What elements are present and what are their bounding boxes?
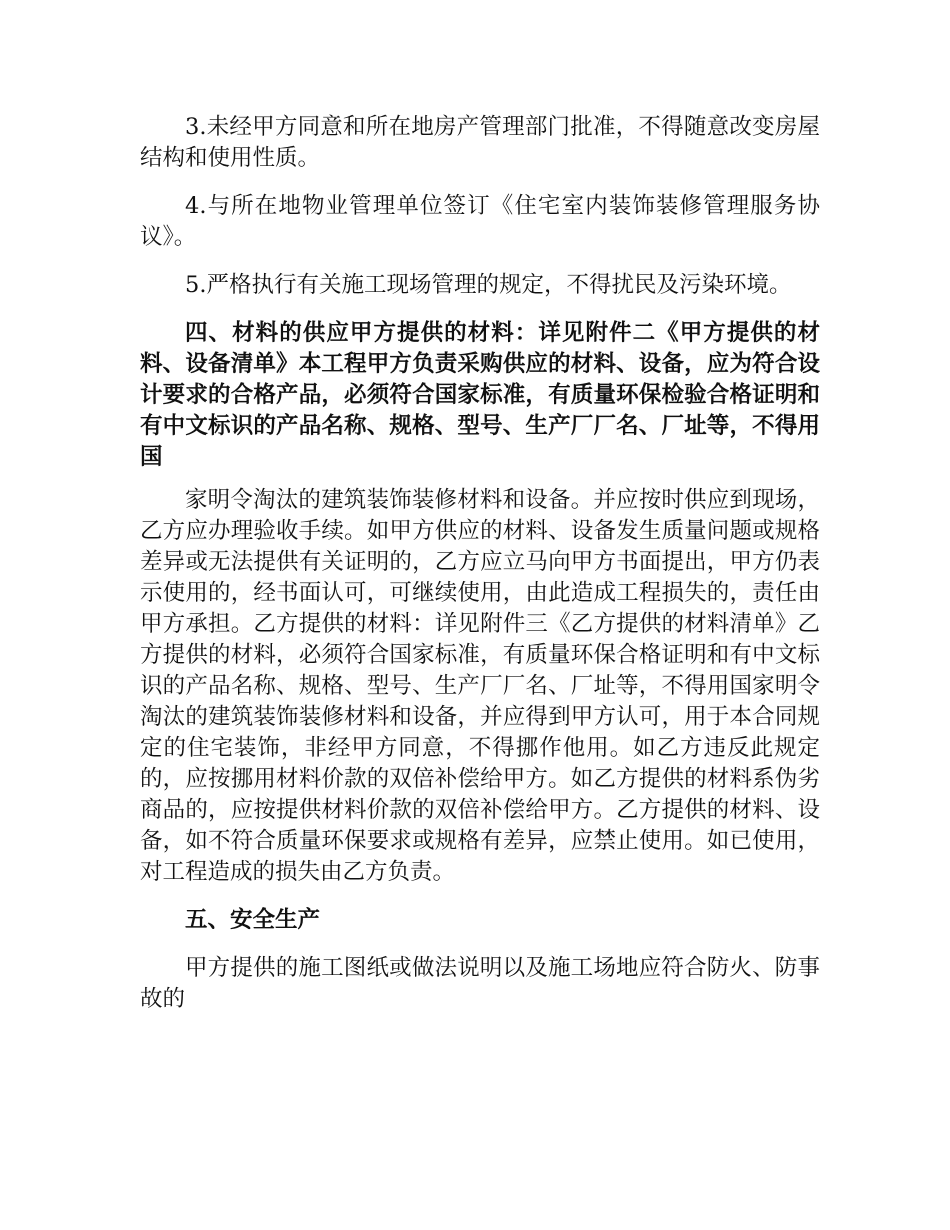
document-page	[140, 112, 820, 1015]
section-5-heading: 五、安全生产	[185, 907, 321, 933]
section-4-body: 家明令淘汰的建筑装饰装修材料和设备。并应按时供应到现场，乙方应办理验收手续。如甲方供应的材料、设备发生质量问题或规格差异或无法提供有关证明的，乙方应立马向甲方书面提出，甲方仍表示使用的，经书面认可，可继续使用，由此造成工程损失的，责任由甲方承担。乙方提供的材料：详见附件三《乙方提供的材料清单》乙方提供的材料，必须符合国家标准，有质量环保合格证明和有中文标识的产品名称、规格、型号、生产厂厂名、厂址等，不得用国家明令淘汰的建筑装饰装修材料和设备，并应得到甲方认可，用于本合同规定的住宅装饰，非经甲方同意，不得挪作他用。如乙方违反此规定的，应按挪用材料价款的双倍补偿给甲方。如乙方提供的材料系伪劣商品的，应按提供材料价款的双倍补偿给甲方。乙方提供的材料、设备，如不符合质量环保要求或规格有差异，应禁止使用。如已使用，对工程造成的损失由乙方负责。	[140, 487, 820, 885]
clause-5: 5.严格执行有关施工现场管理的规定，不得扰民及污染环境。	[185, 272, 792, 298]
clause-3: 3.未经甲方同意和所在地房产管理部门批准，不得随意改变房屋结构和使用性质。	[140, 114, 820, 171]
clause-4: 4.与所在地物业管理单位签订《住宅室内装饰装修管理服务协议》。	[140, 193, 820, 250]
section-5-body: 甲方提供的施工图纸或做法说明以及施工场地应符合防火、防事故的	[140, 955, 820, 1012]
section-4-heading: 四、材料的供应甲方提供的材料：详见附件二《甲方提供的材料、设备清单》本工程甲方负责采购供应的材料、设备，应为符合设计要求的合格产品，必须符合国家标准，有质量环保检验合格证明和有中文标识的产品名称、规格、型号、生产厂厂名、厂址等，不得用国	[140, 320, 820, 470]
